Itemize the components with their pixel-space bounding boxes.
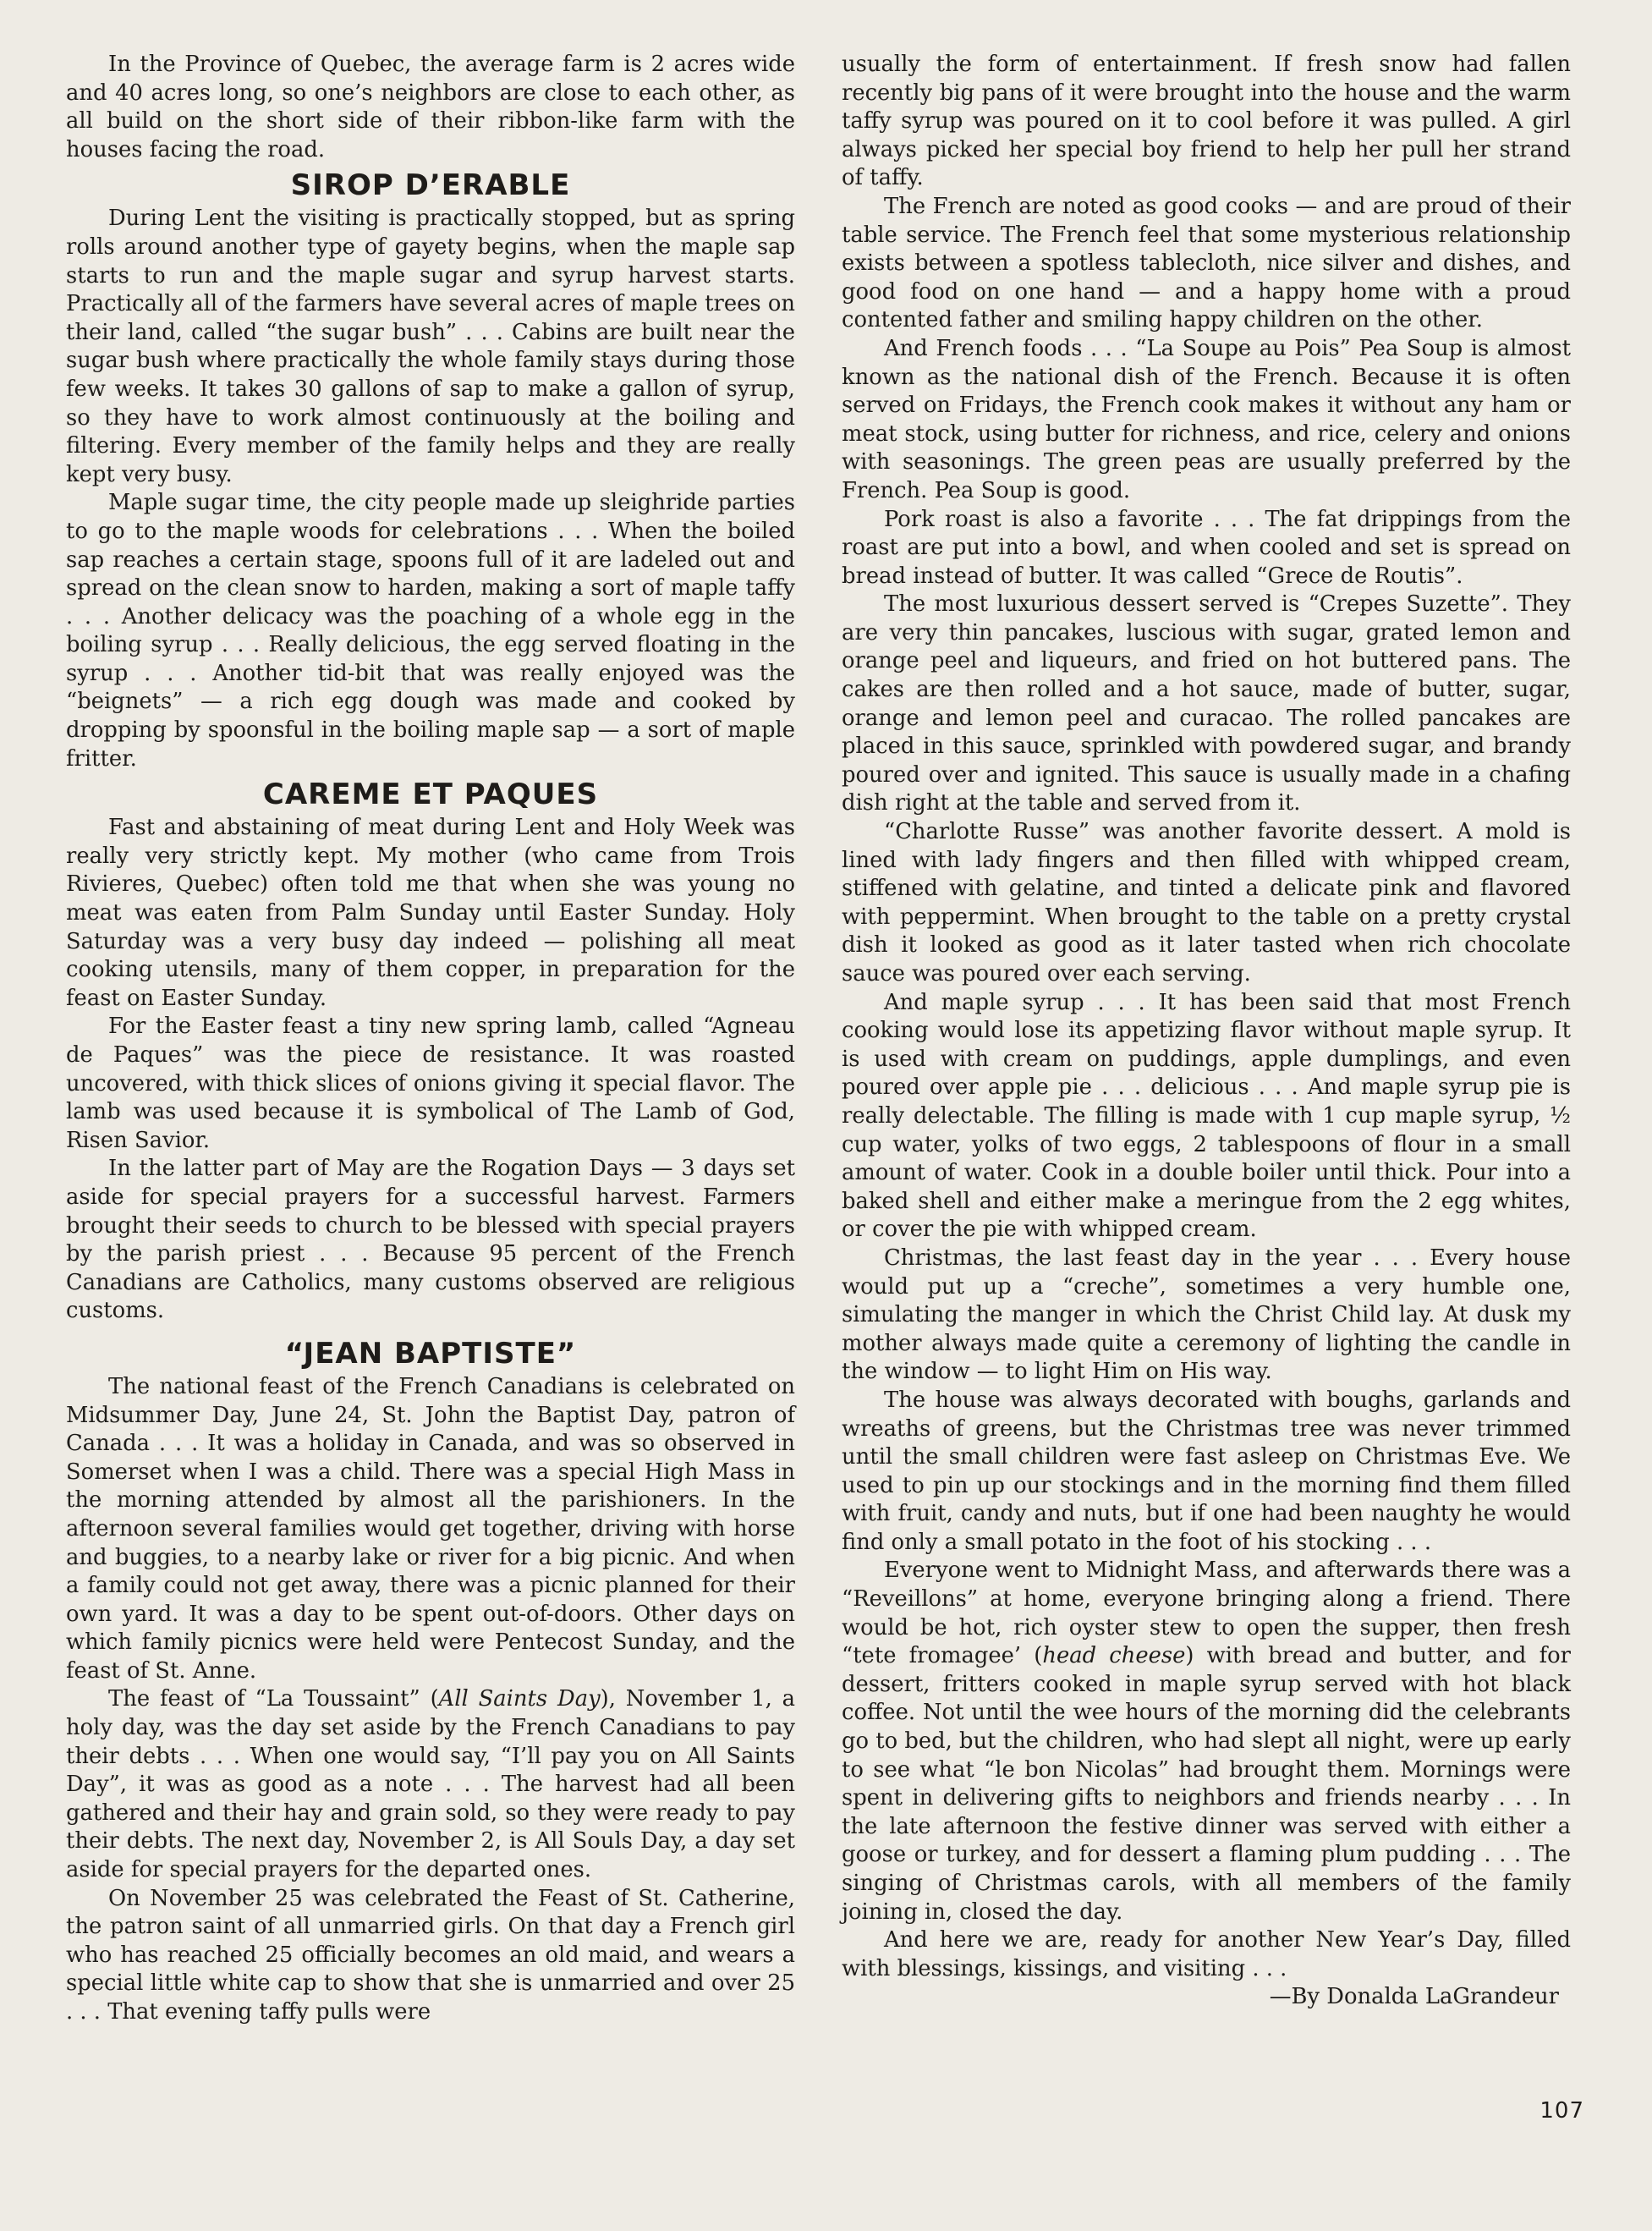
paragraph-new-year: And here we are, ready for another New Year’s Day, filled with blessings, kissings, and visiting . . . — [842, 1927, 1571, 1981]
heading-careme-et-paques: CAREME ET PAQUES — [262, 778, 599, 812]
right-column — [842, 51, 1571, 2012]
author-byline: —By Donalda LaGrandeur — [1269, 1984, 1559, 2010]
head-cheese-italic: head cheese — [1042, 1643, 1186, 1669]
paragraph-jean-2-b: ), November 1, a holy day, was the day set aside by the French Canadians to pay their debts . . . When one would say, “I’ll pay you on All Saints Day”, it was as good as a note . . . The harvest had all been gathered and their hay and grain sold, so they were ready to pay their debts. The next day, November 2, is All Souls Day, a day set aside for special prayers for the departed ones. — [66, 1686, 795, 1883]
page-number: 107 — [1539, 2098, 1584, 2124]
paragraph-jean-1: The national feast of the French Canadians is celebrated on Midsummer Day, June 24, St. John the Baptist Day, patron of Canada . . . It was a holiday in Canada, and was so observed in Somerset when I was a child. There was a special High Mass in the morning attended by almost all the parishioners. In the afternoon several families would get together, driving with horse and buggies, to a nearby lake or river for a big picnic. And when a family could not get away, there was a picnic planned for their own yard. It was a day to be spent out-of-doors. Other days on which family picnics were held were Pentecost Sunday, and the feast of St. Anne. — [66, 1373, 795, 1684]
paragraph-sirop-2: Maple sugar time, the city people made up sleighride parties to go to the maple woods for celebrations . . . When the boiled sap reaches a certain stage, spoons full of it are ladeled out and spread on the clean snow to harden, making a sort of maple taffy . . . Another delicacy was the poaching of a whole egg in the boiling syrup . . . Really delicious, the egg served floating in the syrup . . . Another tid-bit that was really enjoyed was the “beignets” — a rich egg dough was made and cooked by dropping by spoonsful in the boiling maple sap — a sort of maple fritter. — [66, 490, 795, 772]
paragraph-sirop-1: During Lent the visiting is practically stopped, but as spring rolls around another type of gayety begins, when the maple sap starts to run and the maple sugar and syrup harvest starts. Practically all of the farmers have several acres of maple trees on their land, called “the sugar bush” . . . Cabins are built near the sugar bush where practically the whole family stays during those few weeks. It takes 30 gallons of sap to make a gallon of syrup, so they have to work almost continuously at the boiling and filtering. Every member of the family helps and they are really kept very busy. — [66, 206, 795, 487]
paragraph-jean-3: On November 25 was celebrated the Feast of St. Catherine, the patron saint of all unmarried girls. On that day a French girl who has reached 25 officially becomes an old maid, and wears a special little white cap to show that she is unmarried and over 25 . . . That evening taffy pulls were — [66, 1885, 795, 2025]
intro-paragraph: In the Province of Quebec, the average farm is 2 acres wide and 40 acres long, so one’s neighbors are close to each other, as all build on the short side of their ribbon-like farm with the houses facing the road. — [66, 52, 795, 162]
paragraph-continued: usually the form of entertainment. If fresh snow had fallen recently big pans of it were brought into the house and the warm taffy syrup was poured on it to cool before it was pulled. A girl always picked her special boy friend to help her pull her strand of taffy. — [842, 52, 1571, 191]
paragraph-jean-2 — [66, 1685, 795, 1884]
paragraph-charlotte-russe: “Charlotte Russe” was another favorite dessert. A mold is lined with lady fingers and then filled with whipped cream, stiffened with gelatine, and tinted a delicate pink and flavored with peppermint. When brought to the table on a pretty crystal dish it looked as good as it later tasted when rich chocolate sauce was poured over each serving. — [842, 819, 1571, 986]
paragraph-midnight-mass — [842, 1557, 1571, 1926]
paragraph-christmas: Christmas, the last feast day in the year . . . Every house would put up a “creche”, sometimes a very humble one, simulating the manger in which the Christ Child lay. At dusk my mother always made quite a ceremony of lighting the candle in the window — to light Him on His way. — [842, 1245, 1571, 1385]
heading-jean-baptiste: “JEAN BAPTISTE” — [284, 1336, 577, 1371]
paragraph-crepes-suzette: The most luxurious dessert served is “Crepes Suzette”. They are very thin pancakes, luscious with sugar, grated lemon and orange peel and liqueurs, and fried on hot buttered pans. The cakes are then rolled and a hot sauce, made of butter, sugar, orange and lemon peel and curacao. The rolled pancakes are placed in this sauce, sprinkled with powdered sugar, and brandy poured over and ignited. This sauce is usually made in a chafing dish right at the table and served from it. — [842, 591, 1571, 816]
paragraph-jean-2-a: The feast of “La Toussaint” ( — [108, 1686, 439, 1712]
heading-sirop-derable: SIROP D’ERABLE — [290, 168, 571, 203]
paragraph-pea-soup: And French foods . . . “La Soupe au Pois” Pea Soup is almost known as the national dish of the French. Because it is often served on Fridays, the French cook makes it without any ham or meat stock, using butter for richness, and rice, celery and onions with seasonings. The green peas are usually preferred by the French. Pea Soup is good. — [842, 335, 1571, 503]
paragraph-careme-2: For the Easter feast a tiny new spring lamb, called “Agneau de Paques” was the piece de resistance. It was roasted uncovered, with thick slices of onions giving it special flavor. The lamb was used because it is symbolical of The Lamb of God, Risen Savior. — [66, 1014, 795, 1153]
paragraph-maple-syrup: And maple syrup . . . It has been said that most French cooking would lose its appetizing flavor without maple syrup. It is used with cream on puddings, apple dumplings, and even poured over apple pie . . . delicious . . . And maple syrup pie is really delectable. The filling is made with 1 cup maple syrup, ½ cup water, yolks of two eggs, 2 tablespoons of flour in a small amount of water. Cook in a double boiler until thick. Pour into a baked shell and either make a meringue from the 2 egg whites, or cover the pie with whipped cream. — [842, 989, 1571, 1243]
paragraph-pork-roast: Pork roast is also a favorite . . . The fat drippings from the roast are put into a bowl, and when cooled and set is spread on bread instead of butter. It was called “Grece de Routis”. — [842, 506, 1571, 589]
paragraph-midnight-mass-a: Everyone went to Midnight Mass, and afterwards there was a “Reveillons” at home, everyone bringing along a friend. There would be hot, rich oyster stew to open the supper, then fresh “tete fromagee’ ( — [842, 1558, 1571, 1669]
left-column — [66, 51, 795, 2027]
all-saints-day-italic: All Saints Day — [438, 1686, 601, 1712]
paragraph-good-cooks: The French are noted as good cooks — and are proud of their table service. The French feel that some mysterious relationship exists between a spotless tablecloth, nice silver and dishes, and good food on one hand — and a happy home with a proud contented father and smiling happy children on the other. — [842, 193, 1571, 333]
paragraph-careme-3: In the latter part of May are the Rogation Days — 3 days set aside for special prayers for a successful harvest. Farmers brought their seeds to church to be blessed with special prayers by the parish priest . . . Because 95 percent of the French Canadians are Catholics, many customs observed are religious customs. — [66, 1156, 795, 1324]
paragraph-house-decorated: The house was always decorated with boughs, garlands and wreaths of greens, but the Christmas tree was never trimmed until the small children were fast asleep on Christmas Eve. We used to pin up our stockings and in the morning find them filled with fruit, candy and nuts, but if one had been naughty he would find only a small potato in the foot of his stocking . . . — [842, 1387, 1571, 1555]
paragraph-midnight-mass-b: ) with bread and butter, and for dessert, fritters cooked in maple syrup served with hot black coffee. Not until the wee hours of the morning did the celebrants go to bed, but the children, who had slept all night, were up early to see what “le bon Nicolas” had brought them. Mornings were spent in delivering gifts to neighbors and friends nearby . . . In the late afternoon the festive dinner was served with either a goose or turkey, and for dessert a flaming plum pudding . . . The singing of Christmas carols, with all members of the family joining in, closed the day. — [842, 1643, 1571, 1925]
paragraph-careme-1: Fast and abstaining of meat during Lent and Holy Week was really very strictly kept. My mother (who came from Trois Rivieres, Quebec) often told me that when she was young no meat was eaten from Palm Sunday until Easter Sunday. Holy Saturday was a very busy day indeed — polishing all meat cooking utensils, many of them copper, in preparation for the feast on Easter Sunday. — [66, 815, 795, 1011]
